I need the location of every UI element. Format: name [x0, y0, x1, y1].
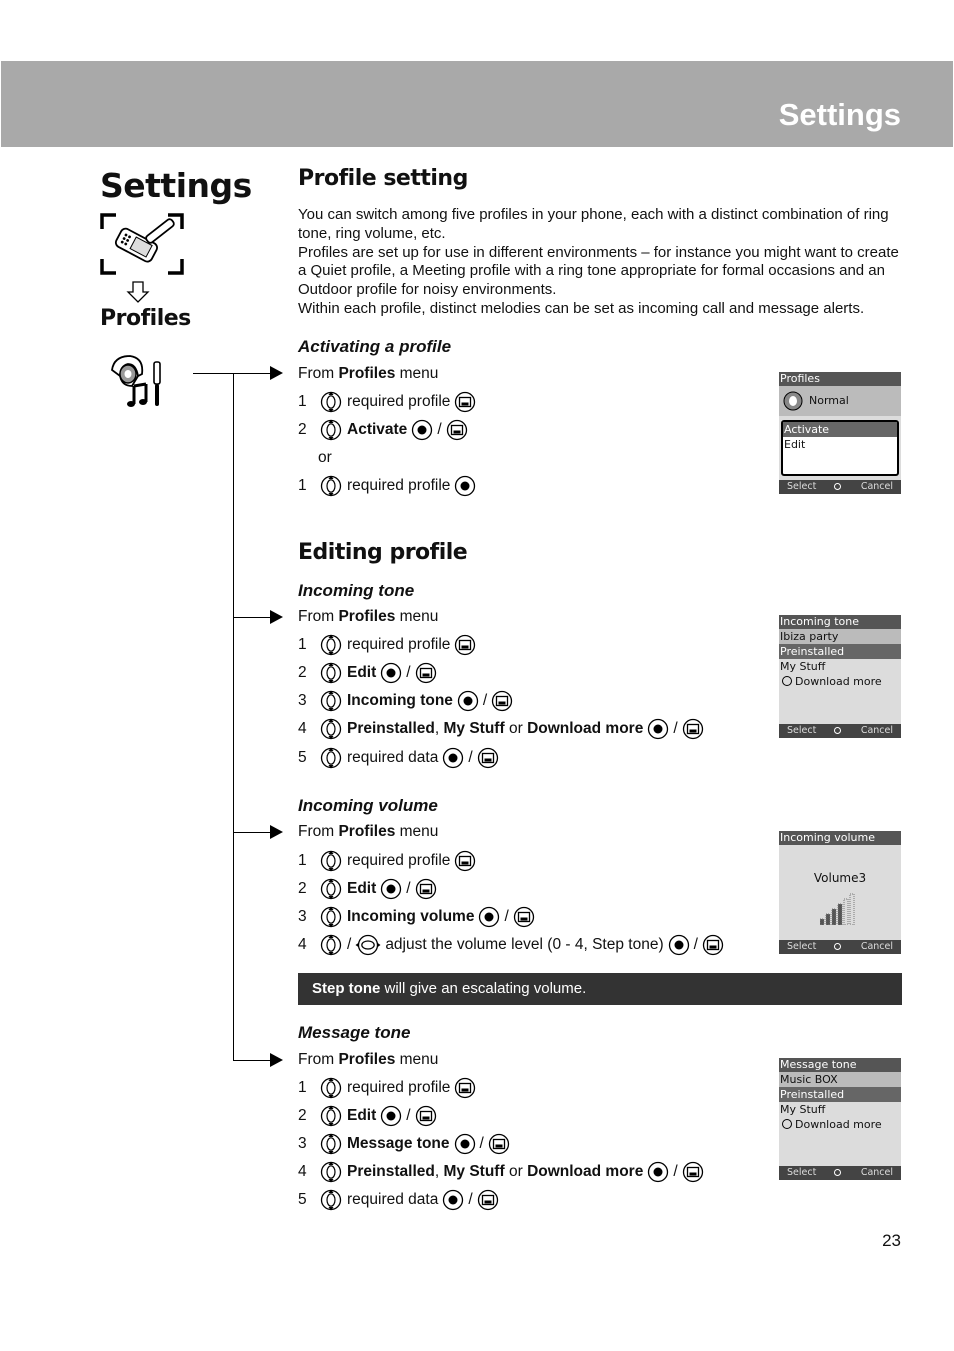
- volume-level-indicator: [820, 893, 860, 925]
- list-item-label: Download more: [795, 675, 882, 688]
- from-profiles-menu: [298, 605, 438, 629]
- list-item[interactable]: My Stuff: [780, 660, 826, 673]
- tree-connector-line: [233, 832, 271, 833]
- navigation-key-icon: [320, 934, 342, 956]
- intro-paragraph: Within each profile, distinct melodies can be set as incoming call and message alerts.: [298, 299, 865, 317]
- step-number: 2: [298, 1107, 307, 1124]
- slash: /: [347, 936, 352, 953]
- message-tone-screen: [779, 1058, 901, 1180]
- volume-bar: [826, 914, 830, 925]
- text: menu: [395, 608, 439, 625]
- step-text: required profile: [347, 636, 451, 653]
- step-text: required profile: [347, 1079, 451, 1096]
- step-line: [298, 877, 441, 901]
- text: Profiles: [338, 608, 396, 625]
- options-popup: [781, 420, 899, 476]
- arrow-marker: [270, 610, 283, 624]
- navigation-key-icon: [320, 419, 342, 441]
- step-line: [298, 849, 480, 873]
- volume-bar: [820, 919, 824, 925]
- volume-bar: [838, 904, 842, 925]
- note-bold-text: Step tone: [312, 980, 381, 997]
- softkey-bar: [779, 1166, 901, 1180]
- slash: /: [406, 1107, 411, 1124]
- tree-connector-line: [233, 617, 271, 618]
- navigation-key-icon: [320, 747, 342, 769]
- tree-connector-line: [233, 373, 234, 1061]
- step-line: [298, 1160, 708, 1184]
- step-text: Edit: [347, 880, 377, 897]
- comma: ,: [434, 1163, 440, 1180]
- list-item-label: Download more: [795, 1118, 882, 1131]
- volume-bar: [832, 909, 836, 925]
- profile-icon: [782, 390, 806, 412]
- step-line: [298, 933, 728, 957]
- page-number: 23: [882, 1231, 901, 1250]
- comma: ,: [434, 720, 440, 737]
- softkey-bar: [779, 724, 901, 738]
- arrow-marker: [270, 825, 283, 839]
- slash: /: [479, 1135, 484, 1152]
- arrow-marker: [270, 366, 283, 380]
- sidebar-title: Settings: [100, 166, 252, 205]
- navigation-key-icon: [320, 1077, 342, 1099]
- down-arrow-icon: [126, 281, 150, 303]
- step-number: 1: [298, 636, 307, 653]
- navigation-key-icon: [320, 1105, 342, 1127]
- current-profile-row: [779, 386, 901, 416]
- navigation-key-icon: [320, 391, 342, 413]
- note-text: will give an escalating volume.: [380, 980, 587, 997]
- step-text: adjust the volume level (0 - 4, Step tone): [385, 936, 664, 953]
- softkey-icon: [415, 662, 437, 684]
- step-line: [298, 390, 480, 414]
- step-number: 5: [298, 1191, 307, 1208]
- slash: /: [504, 908, 509, 925]
- step-number: 3: [298, 908, 307, 925]
- softkey-icon: [454, 634, 476, 656]
- sidebar-subtitle: Profiles: [100, 306, 191, 331]
- note-bar: [298, 973, 902, 1005]
- slash: /: [437, 421, 442, 438]
- text: From: [298, 1051, 339, 1068]
- profiles-icon: [108, 352, 168, 410]
- navigation-key-icon: [320, 1161, 342, 1183]
- screen-title: Incoming tone: [779, 615, 901, 629]
- intro-paragraphs: [298, 206, 908, 319]
- download-icon: [782, 676, 792, 686]
- step-line: [298, 661, 441, 685]
- incoming-tone-title: Incoming tone: [298, 581, 415, 600]
- step-number: 3: [298, 692, 307, 709]
- step-text: required profile: [347, 852, 451, 869]
- step-text: required data: [347, 749, 439, 766]
- softkey-icon: [446, 419, 468, 441]
- slash: /: [482, 692, 488, 709]
- softkey-bar: [779, 940, 901, 954]
- navigation-key-icon: [320, 906, 342, 928]
- step-line: [298, 1132, 514, 1156]
- step-line: [298, 633, 480, 657]
- slash: /: [468, 749, 473, 766]
- text: From: [298, 365, 339, 382]
- center-key-icon: [457, 690, 479, 712]
- softkey-left: Select: [787, 481, 817, 492]
- step-number: 1: [298, 477, 307, 494]
- softkey-icon: [702, 934, 724, 956]
- softkey-icon: [477, 1189, 499, 1211]
- step-number: 1: [298, 1079, 307, 1096]
- step-line: [298, 418, 472, 442]
- softkey-icon: [513, 906, 535, 928]
- navigation-key-icon: [320, 718, 342, 740]
- center-key-icon: [380, 1105, 402, 1127]
- tree-connector-line: [233, 373, 271, 374]
- screen-title: Message tone: [779, 1058, 901, 1072]
- step-line: [298, 717, 708, 741]
- incoming-volume-screen: [779, 831, 901, 954]
- or-text: or: [508, 720, 523, 737]
- list-item[interactable]: Preinstalled: [779, 1087, 901, 1102]
- step-number: 4: [298, 936, 307, 953]
- softkey-icon: [491, 690, 513, 712]
- text: From: [298, 823, 339, 840]
- list-item[interactable]: [779, 674, 901, 689]
- text: From: [298, 608, 339, 625]
- step-line: [298, 1104, 441, 1128]
- volume-bar: [844, 899, 848, 925]
- step-number: 3: [298, 1135, 307, 1152]
- from-profiles-menu: [298, 362, 438, 386]
- incoming-tone-screen: [779, 615, 901, 738]
- profile-setting-heading: Profile setting: [298, 166, 468, 191]
- center-key-icon: [668, 934, 690, 956]
- step-text: required profile: [347, 393, 451, 410]
- selected-tone: Music BOX: [779, 1072, 901, 1087]
- list-item[interactable]: My Stuff: [780, 1103, 826, 1116]
- navigation-key-icon: [320, 634, 342, 656]
- slash: /: [468, 1191, 473, 1208]
- navigation-key-icon: [320, 1189, 342, 1211]
- volume-label: Volume3: [813, 871, 867, 885]
- navigation-key-icon: [320, 850, 342, 872]
- step-number: 2: [298, 880, 307, 897]
- or-text: or: [508, 1163, 523, 1180]
- left-right-key-icon: [355, 934, 381, 956]
- text: menu: [395, 823, 439, 840]
- softkey-icon: [454, 391, 476, 413]
- from-profiles-menu: [298, 1048, 438, 1072]
- volume-bar: [850, 894, 854, 925]
- softkey-right: Cancel: [860, 941, 893, 952]
- step-line: [298, 689, 517, 713]
- activating-profile-title: Activating a profile: [298, 337, 452, 356]
- slash: /: [406, 664, 411, 681]
- intro-paragraph: Profiles are set up for use in different environments – for instance you might want to create a Quiet profile, a Meeting profile with a ring tone appropriate for formal occasions and an Outdoor profile for noisy environments.: [298, 243, 899, 299]
- text: Profiles: [338, 1051, 396, 1068]
- step-text: Download more: [527, 720, 644, 737]
- step-text: Edit: [347, 1107, 377, 1124]
- navigation-key-icon: [320, 475, 342, 497]
- step-text: Incoming tone: [347, 692, 453, 709]
- step-number: 4: [298, 1163, 307, 1180]
- step-text: My Stuff: [443, 1163, 505, 1180]
- step-text: Message tone: [347, 1135, 450, 1152]
- softkey-icon: [454, 1077, 476, 1099]
- step-line: [298, 746, 503, 770]
- selected-tone: Ibiza party: [779, 629, 901, 644]
- navigation-key-icon: [320, 878, 342, 900]
- step-number: 2: [298, 421, 307, 438]
- softkey-right: Cancel: [860, 725, 893, 736]
- step-line: [298, 1188, 503, 1212]
- center-key-icon: [411, 419, 433, 441]
- step-text: required profile: [347, 477, 451, 494]
- step-number: 4: [298, 720, 307, 737]
- center-key-icon: [454, 475, 476, 497]
- step-number: 2: [298, 664, 307, 681]
- step-text: Incoming volume: [347, 908, 475, 925]
- tree-connector-line: [193, 373, 235, 374]
- center-key-icon: [380, 878, 402, 900]
- center-key-icon: [454, 1133, 476, 1155]
- editing-profile-heading: Editing profile: [298, 540, 468, 565]
- text: menu: [395, 1051, 439, 1068]
- step-text: Edit: [347, 664, 377, 681]
- softkey-icon: [454, 850, 476, 872]
- step-text: required data: [347, 1191, 439, 1208]
- softkey-icon: [488, 1133, 510, 1155]
- menu-item-activate[interactable]: Activate: [783, 422, 897, 437]
- slash: /: [406, 880, 411, 897]
- incoming-volume-title: Incoming volume: [298, 796, 438, 815]
- step-line: [298, 905, 539, 929]
- softkey-left: Select: [787, 941, 817, 952]
- softkey-left: Select: [787, 725, 817, 736]
- from-profiles-menu: [298, 820, 438, 844]
- navigation-key-icon: [320, 1133, 342, 1155]
- intro-paragraph: You can switch among five profiles in your phone, each with a distinct combination of ring tone, ring volume, etc.: [298, 206, 889, 242]
- center-key-icon: [442, 747, 464, 769]
- profiles-screen: [779, 372, 901, 494]
- center-key-icon: [380, 662, 402, 684]
- center-key-icon: [442, 1189, 464, 1211]
- center-key-icon: [647, 718, 669, 740]
- slash: /: [693, 936, 698, 953]
- text: Profiles: [338, 365, 396, 382]
- slash: /: [673, 1163, 678, 1180]
- step-number: 1: [298, 852, 307, 869]
- slash: /: [673, 720, 678, 737]
- softkey-left: Select: [787, 1167, 817, 1178]
- softkey-icon: [682, 1161, 704, 1183]
- or-text: or: [318, 449, 332, 466]
- center-key-icon: [647, 1161, 669, 1183]
- step-line: [298, 474, 480, 498]
- screen-title: Profiles: [779, 372, 901, 386]
- text: menu: [395, 365, 439, 382]
- menu-item-edit[interactable]: Edit: [784, 438, 806, 451]
- step-text: Preinstalled: [347, 720, 435, 737]
- softkey-icon: [682, 718, 704, 740]
- step-number: 1: [298, 393, 307, 410]
- center-key-icon: [478, 906, 500, 928]
- step-text: Download more: [527, 1163, 644, 1180]
- phone-settings-icon: [100, 213, 184, 275]
- softkey-right: Cancel: [860, 1167, 893, 1178]
- screen-title: Incoming volume: [779, 831, 901, 845]
- softkey-icon: [415, 1105, 437, 1127]
- step-line: [298, 1076, 480, 1100]
- list-item[interactable]: [779, 1117, 901, 1132]
- step-text: Preinstalled: [347, 1163, 435, 1180]
- text: Profiles: [338, 823, 396, 840]
- navigation-key-icon: [320, 662, 342, 684]
- step-text: My Stuff: [443, 720, 505, 737]
- page-header-bar: [1, 61, 953, 147]
- softkey-icon: [415, 878, 437, 900]
- softkey-bar: [779, 480, 901, 494]
- current-profile-label: Normal: [809, 394, 849, 407]
- step-text: Activate: [347, 421, 408, 438]
- softkey-icon: [477, 747, 499, 769]
- softkey-right: Cancel: [860, 481, 893, 492]
- tree-connector-line: [233, 1060, 271, 1061]
- navigation-key-icon: [320, 690, 342, 712]
- download-icon: [782, 1119, 792, 1129]
- step-number: 5: [298, 749, 307, 766]
- arrow-marker: [270, 1053, 283, 1067]
- list-item[interactable]: Preinstalled: [779, 644, 901, 659]
- message-tone-title: Message tone: [298, 1023, 411, 1042]
- header-title: Settings: [778, 97, 901, 132]
